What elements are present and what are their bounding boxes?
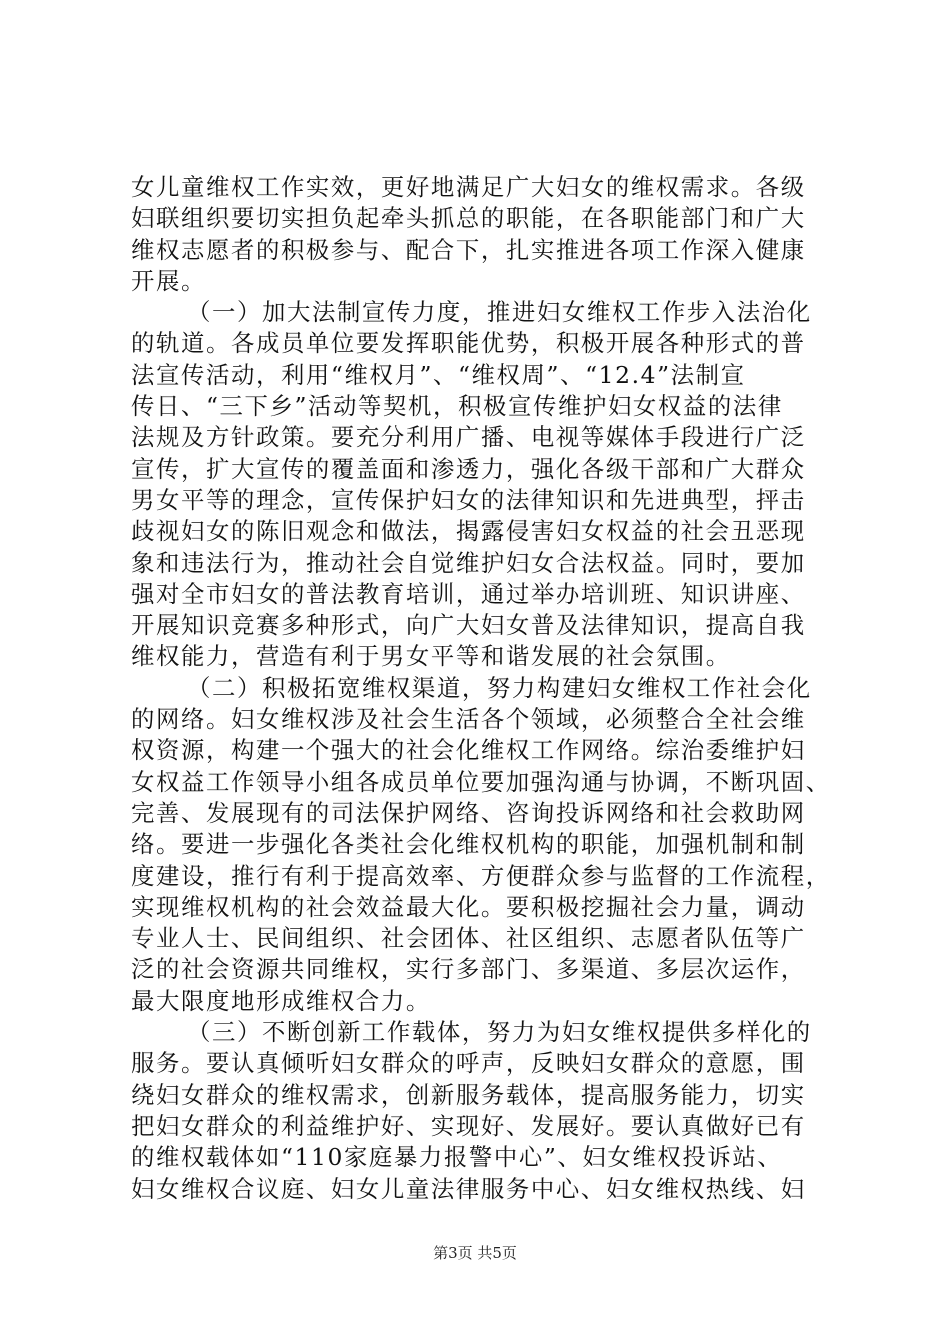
text-line: 歧视妇女的陈旧观念和做法，揭露侵害妇女权益的社会丑恶现 bbox=[131, 517, 806, 546]
text-line: 法规及方针政策。要充分利用广播、电视等媒体手段进行广泛 bbox=[131, 423, 806, 452]
text-line: 开展知识竞赛多种形式，向广大妇女普及法律知识，提高自我 bbox=[131, 611, 806, 640]
paragraph-heading-line: （一）加大法制宣传力度，推进妇女维权工作步入法治化 bbox=[187, 298, 812, 327]
text-line: 的维权载体如“110家庭暴力报警中心”、妇女维权投诉站、 bbox=[131, 1143, 783, 1172]
text-line: 服务。要认真倾听妇女群众的呼声，反映妇女群众的意愿，围 bbox=[131, 1049, 806, 1078]
text-line: 络。要进一步强化各类社会化维权机构的职能，加强机制和制 bbox=[131, 830, 806, 859]
text-line: 权资源，构建一个强大的社会化维权工作网络。综治委维护妇 bbox=[131, 736, 806, 765]
text-line: 绕妇女群众的维权需求，创新服务载体，提高服务能力，切实 bbox=[131, 1080, 806, 1109]
text-line: 法宣传活动，利用“维权月”、“维权周”、“12.4”法制宣 bbox=[131, 360, 746, 389]
page-number-footer: 第3页 共5页 bbox=[433, 1244, 517, 1262]
text-line: 男女平等的理念，宣传保护妇女的法律知识和先进典型，抨击 bbox=[131, 485, 806, 514]
text-line: 泛的社会资源共同维权，实行多部门、多渠道、多层次运作， bbox=[131, 955, 806, 984]
text-line: 完善、发展现有的司法保护网络、咨询投诉网络和社会救助网 bbox=[131, 798, 806, 827]
text-line: 女权益工作领导小组各成员单位要加强沟通与协调，不断巩固、 bbox=[131, 767, 831, 796]
text-line: 专业人士、民间组织、社会团体、社区组织、志愿者队伍等广 bbox=[131, 924, 806, 953]
text-line: 维权志愿者的积极参与、配合下，扎实推进各项工作深入健康 bbox=[131, 235, 806, 264]
text-line: 最大限度地形成维权合力。 bbox=[131, 986, 431, 1015]
text-line: 妇女维权合议庭、妇女儿童法律服务中心、妇女维权热线、妇 bbox=[131, 1174, 806, 1203]
text-line: 的轨道。各成员单位要发挥职能优势，积极开展各种形式的普 bbox=[131, 329, 806, 358]
text-line: 女儿童维权工作实效，更好地满足广大妇女的维权需求。各级 bbox=[131, 173, 806, 201]
text-line: 度建设，推行有利于提高效率、方便群众参与监督的工作流程， bbox=[131, 861, 831, 890]
text-line: 的网络。妇女维权涉及社会生活各个领域，必须整合全社会维 bbox=[131, 705, 806, 734]
text-line: 强对全市妇女的普法教育培训，通过举办培训班、知识讲座、 bbox=[131, 579, 806, 608]
document-body bbox=[131, 172, 831, 1205]
text-line: 实现维权机构的社会效益最大化。要积极挖掘社会力量，调动 bbox=[131, 892, 806, 921]
text-line: 妇联组织要切实担负起牵头抓总的职能，在各职能部门和广大 bbox=[131, 204, 806, 233]
text-line: 象和违法行为，推动社会自觉维护妇女合法权益。同时，要加 bbox=[131, 548, 806, 577]
text-line: 传日、“三下乡”活动等契机，积极宣传维护妇女权益的法律 bbox=[131, 392, 783, 421]
paragraph-heading-line: （二）积极拓宽维权渠道，努力构建妇女维权工作社会化 bbox=[187, 673, 812, 702]
paragraph-heading-line: （三）不断创新工作载体，努力为妇女维权提供多样化的 bbox=[187, 1018, 812, 1047]
text-line: 开展。 bbox=[131, 266, 206, 295]
text-line: 把妇女群众的利益维护好、实现好、发展好。要认真做好已有 bbox=[131, 1111, 806, 1140]
text-line: 宣传，扩大宣传的覆盖面和渗透力，强化各级干部和广大群众 bbox=[131, 454, 806, 483]
text-line: 维权能力，营造有利于男女平等和谐发展的社会氛围。 bbox=[131, 642, 731, 671]
